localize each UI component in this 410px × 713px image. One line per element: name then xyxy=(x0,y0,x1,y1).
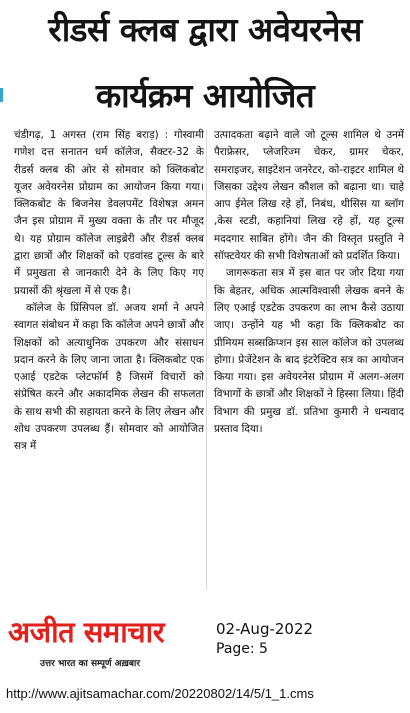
article-column-left xyxy=(14,127,204,594)
column-divider xyxy=(206,130,207,590)
publication-date: 02-Aug-2022 xyxy=(216,620,314,638)
article-column-right xyxy=(214,127,404,594)
newspaper-logo: अजीत समाचार xyxy=(8,615,165,649)
paragraph: चंडीगढ़, 1 अगस्त (राम सिंह बराड़) : गोस्वामी गणेश दत्त सनातन धर्म कॉलेज, सैक्टर-32 के रीडर्स क्लब की ओर से सोमवार को क्लिकबोट यूजर अवेयरनेस प्रोग्राम का आयोजन किया गया। क्लिकबोट के बिजनेस डेवलपमेंट विशेषज्ञ अमन जैन इस प्रोग्राम में मुख्य वक्ता के तौर पर मौजूद थे। यह प्रोग्राम कॉलेज लाइब्रेरी और रीडर्स क्लब द्वारा छात्रों और शिक्षकों को एडवांस्ड टूल्स के बारे में प्रमुखता से जानकारी देने के लिए किए गए प्रयासों की श्रृंखला में से एक है। xyxy=(14,129,204,297)
headline-line-2: कार्यक्रम आयोजित xyxy=(95,76,315,115)
edge-mark xyxy=(0,88,3,102)
newspaper-tagline: उत्तर भारत का सम्पूर्ण अख़बार xyxy=(40,659,141,669)
source-url[interactable]: http://www.ajitsamachar.com/20220802/14/5/1_1.cms xyxy=(6,686,314,701)
paragraph: जागरूकता सत्र में इस बात पर जोर दिया गया कि बेहतर, अधिक आत्मविश्वासी लेखक बनने के लिए एआई एडटेक उपकरण का लाभ कैसे उठाया जाए। उन्होंने यह भी कहा कि क्लिकबोट का प्रीमियम सब्सक्रिप्शन इस साल कॉलेज को उपलब्ध होगा। प्रेजेंटेशन के बाद इंटरेक्टिव सत्र का आयोजन किया गया। इस अवेयरनेस प्रोग्राम में अलग-अलग विभागों के छात्रों और शिक्षकों ने हिस्सा लिया। हिंदी विभाग की प्रमुख डॉ. प्रतिभा कुमारी ने धन्यवाद प्रस्ताव दिया। xyxy=(214,267,404,436)
page-number: Page: 5 xyxy=(216,641,268,657)
paragraph: कॉलेज के प्रिंसिपल डॉ. अजय शर्मा ने अपने स्वागत संबोधन में कहा कि कॉलेज अपने छात्रों और शिक्षकों को अत्याधुनिक उपकरण और संसाधन प्रदान करने के लिए जाना जाता है। क्लिकबोट एक एआई एडटेक प्लेटफॉर्म है जिसमें विचारों को संप्रेषित करने और अकादमिक लेखन की सफलता के साथ सभी की सहायता करने के लिए लेखन और शोध उपकरण उपलब्ध हैं। सोमवार को आयोजित सत्र में xyxy=(14,301,204,453)
paragraph: उत्पादकता बढ़ाने वाले जो टूल्स शामिल थे उनमें पैराफ्रेसर, प्लेजरिज्म चेकर, ग्रामर चेकर, समराइजर, साइटेशन जनरेटर, को-राइटर शामिल थे जिसका उद्देश्य लेखन कौशल को बढ़ाना था। चाहे आप ईमेल लिख रहे हों, निबंध, थीसिस या ब्लॉग ,केस स्टडी, कहानियां लिख रहे हों, यह टूल्स मददगार साबित होंगे। जैन की विस्तृत प्रस्तुति ने सॉफ्टवेयर की सभी विशेषताओं को प्रदर्शित किया। xyxy=(214,129,404,263)
headline-line-1: रीडर्स क्लब द्वारा अवेयरनेस xyxy=(48,10,362,49)
